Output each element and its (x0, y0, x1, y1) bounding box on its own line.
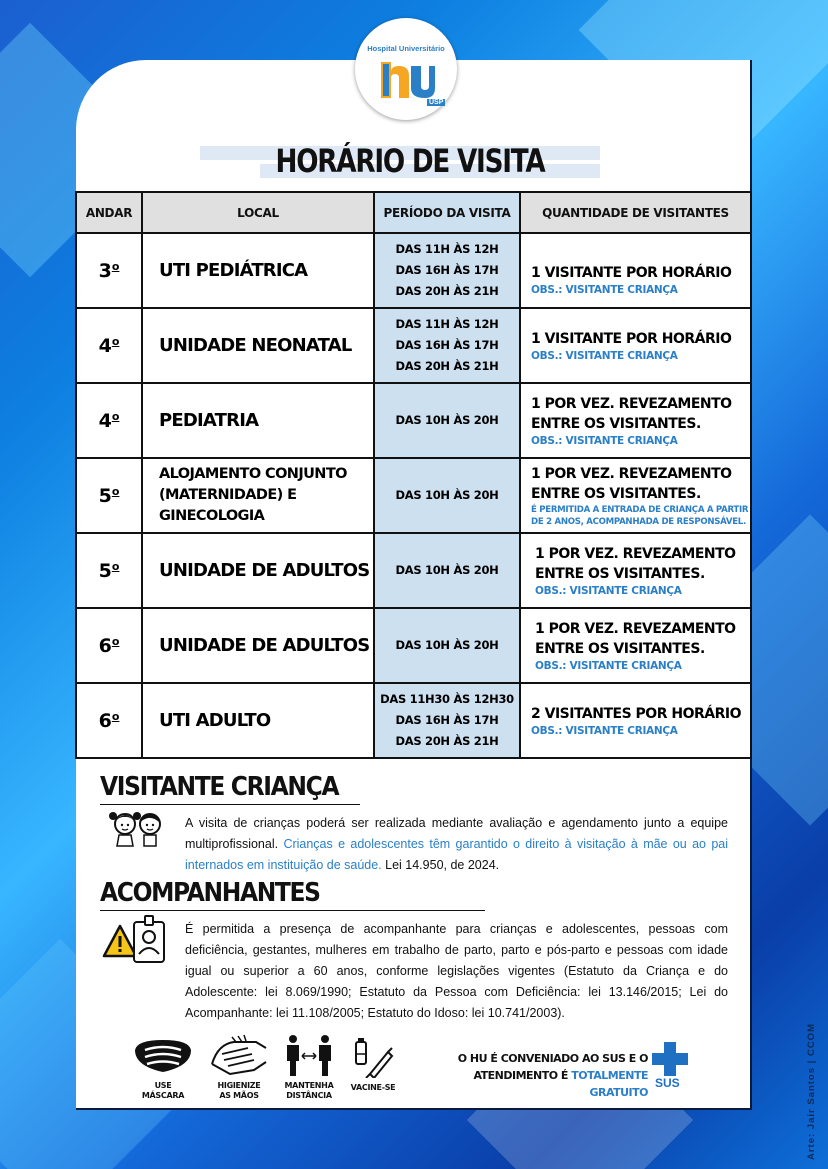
andar-number: 6 (98, 634, 112, 657)
periodo-line: DAS 16H ÀS 17H (395, 713, 499, 727)
andar-number: 5 (98, 559, 112, 582)
table-row (76, 683, 751, 758)
quantidade-cell (520, 533, 751, 608)
obs-note: É PERMITIDA A ENTRADA DE CRIANÇA A PARTIR (531, 504, 749, 515)
quantidade-line: 1 POR VEZ. REVEZAMENTO (531, 465, 732, 482)
children-icon (108, 808, 168, 848)
local-cell: UNIDADE NEONATAL (142, 308, 374, 383)
periodo-cell (374, 383, 520, 458)
quantidade-line: ENTRE OS VISITANTES. (535, 565, 705, 582)
obs-note: OBS.: VISITANTE CRIANÇA (531, 434, 678, 447)
sus-notice (440, 1050, 648, 1101)
quantidade-line: 1 VISITANTE POR HORÁRIO (531, 264, 732, 281)
ordinal-mark: o (111, 634, 120, 648)
label-line: MÁSCARA (141, 1091, 185, 1100)
quantidade-line: ENTRE OS VISITANTES. (531, 485, 701, 502)
obs-note: OBS.: VISITANTE CRIANÇA (535, 584, 682, 597)
andar-number: 4 (98, 409, 112, 432)
vaccine-icon (352, 1036, 394, 1078)
text-run-highlight: TOTALMENTE GRATUITO (571, 1069, 648, 1099)
periodo-line: DAS 16H ÀS 17H (395, 263, 499, 277)
visitante-crianca-text (185, 813, 728, 876)
andar-number: 3 (98, 259, 112, 282)
local-cell: UNIDADE DE ADULTOS (142, 608, 374, 683)
obs-note: DE 2 ANOS, ACOMPANHADA DE RESPONSÁVEL. (531, 516, 746, 527)
quantidade-line: ENTRE OS VISITANTES. (531, 415, 701, 432)
ordinal-mark: o (111, 259, 120, 273)
local-line: (MATERNIDADE) E GINECOLOGIA (159, 487, 297, 524)
periodo-line: DAS 11H ÀS 12H (395, 317, 499, 331)
sus-line (440, 1067, 648, 1101)
andar-cell (76, 233, 142, 308)
mask-icon (133, 1036, 193, 1076)
label-line: MANTENHA (284, 1081, 334, 1090)
section-heading-acompanhantes: ACOMPANHANTES (100, 878, 320, 908)
quantidade-line: 1 POR VEZ. REVEZAMENTO (531, 395, 732, 412)
periodo-line: DAS 10H ÀS 20H (395, 563, 499, 577)
quantidade-line: 1 POR VEZ. REVEZAMENTO (535, 545, 736, 562)
quantidade-cell (520, 608, 751, 683)
label-line: USE (154, 1081, 172, 1090)
local-cell (142, 458, 374, 533)
local-cell: UNIDADE DE ADULTOS (142, 533, 374, 608)
label-line: DISTÂNCIA (286, 1091, 332, 1100)
handwash-icon (208, 1034, 270, 1078)
table-row (76, 308, 751, 383)
distance-icon (284, 1034, 334, 1078)
quantidade-line: ENTRE OS VISITANTES. (535, 640, 705, 657)
vaccine-label (328, 1083, 418, 1093)
quantidade-line: 1 VISITANTE POR HORÁRIO (531, 330, 732, 347)
obs-note: OBS.: VISITANTE CRIANÇA (531, 283, 678, 296)
ordinal-mark: o (111, 484, 120, 498)
header-quantidade: QUANTIDADE DE VISITANTES (520, 192, 751, 233)
local-cell: UTI PEDIÁTRICA (142, 233, 374, 308)
logo-top-text: Hospital Universitário (367, 44, 445, 53)
ordinal-mark: o (111, 709, 120, 723)
section-underline (100, 804, 360, 805)
quantidade-cell (520, 383, 751, 458)
header-andar: ANDAR (76, 192, 142, 233)
obs-note: OBS.: VISITANTE CRIANÇA (535, 659, 682, 672)
periodo-cell (374, 683, 520, 758)
label-line: VACINE-SE (350, 1083, 396, 1092)
andar-cell (76, 458, 142, 533)
table-row (76, 608, 751, 683)
table-row (76, 533, 751, 608)
periodo-cell (374, 533, 520, 608)
periodo-line: DAS 11H ÀS 12H (395, 242, 499, 256)
hu-logo-icon (377, 54, 435, 100)
andar-cell (76, 383, 142, 458)
text-run: A visita de crianças poderá ser realizada mediante avaliação e agendamento junto a equipe multiprofissional. (185, 816, 728, 851)
table-row (76, 383, 751, 458)
artist-credit: Arte: Jair Santos | CCOM (806, 1023, 817, 1160)
andar-cell (76, 533, 142, 608)
quantidade-line: 1 POR VEZ. REVEZAMENTO (535, 620, 736, 637)
table-row (76, 458, 751, 533)
andar-cell (76, 608, 142, 683)
local-cell: UTI ADULTO (142, 683, 374, 758)
andar-number: 6 (98, 709, 112, 732)
periodo-line: DAS 20H ÀS 21H (395, 359, 499, 373)
quantidade-cell (520, 683, 751, 758)
table-header-row (76, 192, 751, 233)
sus-cross-icon (652, 1042, 688, 1076)
text-run-highlight: Crianças e adolescentes têm garantido o direito à visitação à mãe ou ao pai internados em instituição de saúde. (185, 837, 728, 872)
local-cell: PEDIATRIA (142, 383, 374, 458)
acompanhantes-text: É permitida a presença de acompanhante para crianças e adolescentes, pessoas com deficiência, gestantes, mulheres em trabalho de parto, parto e pós-parto e pessoas com idade igual ou superior a 60 anos, conforme legislações vigentes (Estatuto da Criança e do Adolescente: lei 8.069/1990; Estatuto da Pessoa com Deficiência: lei 13.146/2015; Lei do Acompanhante: lei 11.108/2005; Estatuto do Idoso: lei 10.741/2003). (185, 922, 728, 1020)
quantidade-cell (520, 458, 751, 533)
header-local: LOCAL (142, 192, 374, 233)
periodo-line: DAS 11H30 ÀS 12H30 (380, 692, 514, 706)
periodo-line: DAS 10H ÀS 20H (395, 413, 499, 427)
quantidade-cell (520, 308, 751, 383)
periodo-cell (374, 308, 520, 383)
periodo-line: DAS 10H ÀS 20H (395, 488, 499, 502)
periodo-line: DAS 16H ÀS 17H (395, 338, 499, 352)
text-run: Lei 14.950, de 2024. (381, 858, 500, 872)
andar-number: 4 (98, 334, 112, 357)
periodo-line: DAS 20H ÀS 21H (395, 734, 499, 748)
ordinal-mark: o (111, 334, 120, 348)
label-line: HIGIENIZE (217, 1081, 261, 1090)
sus-line: O HU É CONVENIADO AO SUS E O (457, 1052, 648, 1065)
logo-usp: USP (429, 99, 444, 106)
ordinal-mark: o (111, 409, 120, 423)
obs-note: OBS.: VISITANTE CRIANÇA (531, 349, 678, 362)
andar-number: 5 (98, 484, 112, 507)
andar-cell (76, 683, 142, 758)
obs-note: OBS.: VISITANTE CRIANÇA (531, 724, 678, 737)
companion-badge-icon (100, 914, 170, 964)
local-line: ALOJAMENTO CONJUNTO (159, 466, 347, 482)
periodo-cell (374, 458, 520, 533)
hospital-logo (355, 18, 457, 120)
sus-logo-text: SUS (655, 1076, 680, 1090)
periodo-line: DAS 20H ÀS 21H (395, 284, 499, 298)
table-row (76, 233, 751, 308)
section-underline (100, 910, 485, 911)
text-run: ATENDIMENTO É (473, 1069, 572, 1082)
ordinal-mark: o (111, 559, 120, 573)
page-title: HORÁRIO DE VISITA (275, 142, 545, 180)
periodo-line: DAS 10H ÀS 20H (395, 638, 499, 652)
andar-cell (76, 308, 142, 383)
header-periodo: PERÍODO DA VISITA (374, 192, 520, 233)
quantidade-cell (520, 233, 751, 308)
label-line: AS MÃOS (219, 1091, 259, 1100)
periodo-cell (374, 608, 520, 683)
periodo-cell (374, 233, 520, 308)
quantidade-line: 2 VISITANTES POR HORÁRIO (531, 705, 741, 722)
section-heading-visitante-crianca: VISITANTE CRIANÇA (100, 772, 339, 802)
visiting-hours-table (75, 191, 752, 759)
